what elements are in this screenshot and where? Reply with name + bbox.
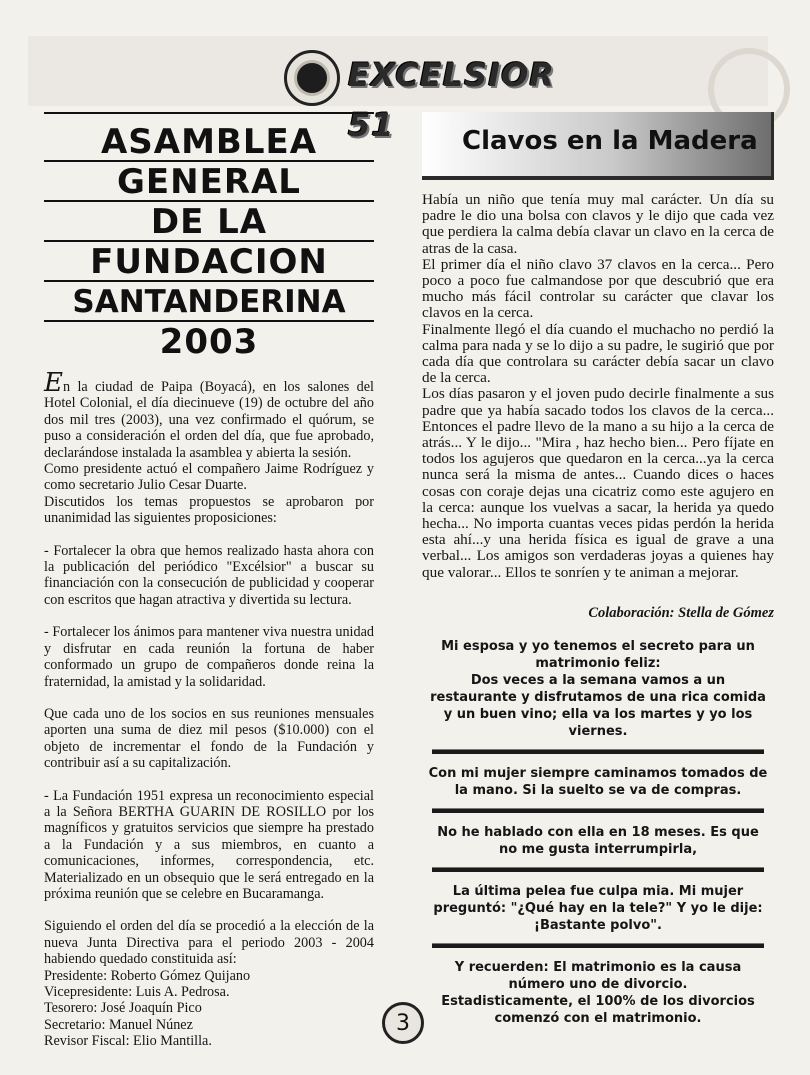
paragraph: El primer día el niño clavo 37 clavos en la cerca... Pero poco a poco fue calmandose por que descubrió que era mucho más fácil controlar su carácter que clavar los clavos en la cerca. xyxy=(422,255,774,322)
paragraph: Que cada uno de los socios en sus reuniones mensuales aporten una suma de diez mil pesos ($10.000) con el objeto de incrementar el fondo de la Fundación y contribuir así a su capitalización. xyxy=(44,705,374,772)
story-column xyxy=(422,112,774,1027)
story-title: Clavos en la Madera xyxy=(462,126,758,156)
heading-line-3: DE LA xyxy=(44,204,374,242)
paragraph: Discutidos los temas propuestos se aprobaron por unanimidad las siguientes proposiciones: xyxy=(44,493,374,527)
paragraph: - Fortalecer la obra que hemos realizado hasta ahora con la publicación del periódico "Excélsior" a buscar su financiación con la consecución de publicidad y cooperar con escritos que hagan atractiva y divertida su lectura. xyxy=(44,542,374,608)
masthead-title: EXCELSIOR 51 xyxy=(348,56,555,144)
school-crest-icon xyxy=(284,50,340,106)
heading-line-1: ASAMBLEA xyxy=(44,124,374,162)
paragraph: Siguiendo el orden del día se procedió a la elección de la nueva Junta Directiva para el periodo 2003 - 2004 habiendo quedado constituida así: xyxy=(44,918,374,968)
officer-list xyxy=(44,968,374,1050)
heading-year: 2003 xyxy=(159,322,259,362)
list-item: Vicepresidente: Luis A. Pedrosa. xyxy=(44,984,230,1000)
story-title-box xyxy=(422,112,774,180)
assembly-article xyxy=(44,112,374,1050)
list-item: Revisor Fiscal: Elio Mantilla. xyxy=(44,1033,212,1050)
article-body xyxy=(44,368,374,1050)
story-body xyxy=(422,192,774,581)
joke-item: La última pelea fue culpa mia. Mi mujer preguntó: "¿Qué hay en la tele?" Y yo le dije: ¡Bastante polvo". xyxy=(433,883,763,933)
joke-item: Dos veces a la semana vamos a un restaurante y disfrutamos de una rica comida y un buen vino; ella va los martes y yo los viernes. xyxy=(430,672,766,739)
divider xyxy=(432,808,764,813)
paragraph: - Fortalecer los ánimos para mantener viva nuestra unidad y disfrutar en cada reunión la fortuna de haber conformado un grupo de compañeros donde reina la fraternidad, la amistad y la solidaridad. xyxy=(44,624,374,690)
heading-line-5: SANTANDERINA xyxy=(44,284,374,322)
drop-cap: E xyxy=(44,368,63,398)
story-credit: Colaboración: Stella de Gómez xyxy=(588,604,774,621)
divider xyxy=(432,867,764,872)
joke-item: Con mi mujer siempre caminamos tomados de la mano. Si la suelto se va de compras. xyxy=(428,765,768,798)
paragraph: Finalmente llegó el día cuando el muchacho no perdió la calma para nada y se lo dijo a su padre, le sugirió que por cada día que controlara su carácter debía sacar un clavo de la cerca. xyxy=(422,320,774,387)
paragraph-opening: En la ciudad de Paipa (Boyacá), en los salones del Hotel Colonial, el día diecinueve (19) de octubre del año dos mil tres (2003), una vez confirmado el quórum, se puso a consideración el orden del día, que fue aprobado, declarándose instalada la asamblea y abierta la sesión. xyxy=(44,368,374,461)
paragraph: - La Fundación 1951 expresa un reconocimiento especial a la Señora BERTHA GUARIN DE ROSILLO por los magníficos y gratuitos servicios que siempre ha prestado a la Fundación y a sus miembros, en cuanto a comunicaciones, informes, correspondencia, etc. Materializado en un obsequio que le será entregado en la próxima reunión que se celebre en Bucaramanga. xyxy=(44,787,374,902)
joke-item: Estadisticamente, el 100% de los divorcios comenzó con el matrimonio. xyxy=(441,993,755,1026)
list-item: Secretario: Manuel Núnez xyxy=(44,1016,193,1033)
paragraph: Como presidente actuó el compañero Jaime Rodríguez y como secretario Julio Cesar Duarte. xyxy=(44,461,374,494)
jokes-box xyxy=(422,638,774,1027)
heading-line-4: FUNDACION xyxy=(44,244,374,282)
divider xyxy=(432,943,764,948)
page-number: 3 xyxy=(382,1002,424,1044)
joke-item: No he hablado con ella en 18 meses. Es que no me gusta interrumpirla, xyxy=(437,824,759,857)
joke-item: Y recuerden: El matrimonio es la causa número uno de divorcio. xyxy=(454,959,742,992)
list-item: Tesorero: José Joaquín Pico xyxy=(44,1000,202,1017)
paragraph: Los días pasaron y el joven pudo decirle finalmente a sus padre que ya había sacado todos los clavos de la cerca... Entonces el padre llevo de la mano a su hijo a la cerca de atrás... Y le dijo... "Mira , haz hecho bien... Pero fíjate en todos los agujeros que quedaron en la cerca...ya la cerca nunca será la misma de antes... Cuando dices o haces cosas con coraje dejas una cicatriz como este agujero en la cerca: aunque los vuelvas a sacar, la herida ya quedo hecha... No importa cuantas veces pidas perdón la herida esta ahí...y una herida física es igual de grave a una verbal... Los amigos son verdaderas joyas a quienes hay que valorar... Ellos te sonríen y te animan a mejorar. xyxy=(422,385,774,581)
joke-intro: Mi esposa y yo tenemos el secreto para un matrimonio feliz: xyxy=(441,638,755,671)
paragraph: Había un niño que tenía muy mal carácter. Un día su padre le dio una bolsa con clavos y le dijo que cada vez que perdiera la calma debía clavar un clavo en la cerca de atras de la casa. xyxy=(422,191,774,257)
heading-line-2: GENERAL xyxy=(44,164,374,202)
divider xyxy=(432,749,764,754)
list-item: Presidente: Roberto Gómez Quijano xyxy=(44,967,251,984)
